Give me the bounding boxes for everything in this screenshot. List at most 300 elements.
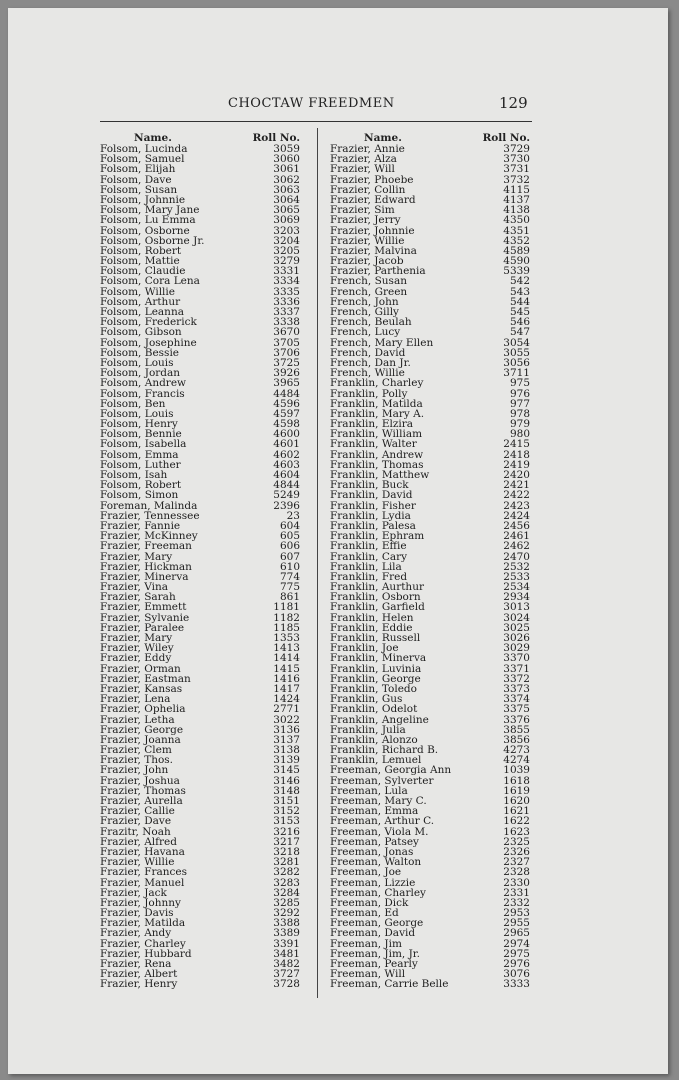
- entry-name: Folsom, Osborne Jr.: [100, 234, 205, 247]
- entry-name: Franklin, Lila: [330, 560, 402, 573]
- entry-name: Frazier, Collin: [330, 183, 406, 196]
- roll-column-heading: Roll No.: [482, 132, 530, 144]
- entry-roll-number: 3022: [273, 713, 300, 726]
- entry-name: Folsom, Louis: [100, 407, 174, 420]
- entry-name: Folsom, Isah: [100, 469, 168, 481]
- entry-name: Franklin, Julia: [330, 723, 406, 736]
- entry-roll-number: 3061: [273, 163, 300, 176]
- entry-roll-number: 2955: [503, 917, 530, 930]
- entry-name: Folsom, Frederick: [100, 316, 197, 329]
- entry-roll-number: 3059: [273, 143, 300, 155]
- entry-roll-number: 3055: [503, 346, 530, 359]
- entry-name: Foreman, Malinda: [100, 499, 198, 512]
- entry-name: Frazier, McKinney: [100, 530, 198, 543]
- entry-roll-number: 3391: [273, 937, 300, 950]
- entry-name: Frazier, Andy: [100, 927, 172, 940]
- entry-roll-number: 978: [509, 407, 530, 420]
- entry-name: French, Mary Ellen: [330, 336, 434, 349]
- entry-name: Frazier, Orman: [100, 662, 181, 675]
- list-item: [100, 541, 300, 551]
- entry-name: Franklin, Gus: [330, 693, 403, 706]
- entry-roll-number: 3284: [273, 886, 300, 899]
- entry-name: Frazier, Joanna: [100, 733, 181, 746]
- entry-name: Folsom, Samuel: [100, 153, 185, 166]
- entry-name: Folsom, Johnnie: [100, 193, 186, 206]
- entry-roll-number: 2325: [503, 835, 530, 848]
- entry-roll-number: 5249: [273, 489, 300, 502]
- entry-roll-number: 3728: [273, 978, 300, 991]
- entry-name: Franklin, Polly: [330, 387, 408, 400]
- entry-roll-number: 3204: [273, 234, 300, 247]
- entry-roll-number: 3338: [273, 316, 300, 329]
- right-column-header: [330, 128, 530, 144]
- entry-name: Frazier, Rena: [100, 958, 172, 970]
- entry-name: Freeman, Walton: [330, 856, 422, 869]
- entry-name: Frazier, Jacob: [330, 255, 404, 268]
- list-item: [330, 215, 530, 225]
- list-item: [330, 541, 530, 551]
- entry-name: Frazier, Paralee: [100, 621, 185, 634]
- entry-name: Frazitr, Noah: [100, 825, 171, 838]
- entry-roll-number: 3217: [273, 835, 300, 848]
- entry-roll-number: 3373: [503, 682, 530, 695]
- entry-roll-number: 3060: [273, 153, 300, 166]
- entry-roll-number: 4350: [503, 214, 530, 227]
- entry-roll-number: 2328: [503, 866, 530, 879]
- entry-name: Freeman, David: [330, 927, 416, 940]
- entry-name: Frazier, Ophelia: [100, 703, 186, 716]
- entry-name: Frazier, Mary: [100, 632, 173, 644]
- entry-name: Franklin, Effie: [330, 540, 407, 553]
- entry-name: Frazier, Parthenia: [330, 265, 426, 278]
- entry-name: Franklin, William: [330, 428, 423, 441]
- entry-name: Freeman, Patsey: [330, 835, 419, 848]
- entry-name: Freeman, Carrie Belle: [330, 978, 449, 991]
- entry-roll-number: 3371: [503, 662, 530, 675]
- entry-roll-number: 3063: [273, 183, 300, 196]
- entry-roll-number: 3376: [503, 713, 530, 726]
- entry-roll-number: 2424: [503, 509, 530, 522]
- entry-roll-number: 4352: [503, 234, 530, 247]
- entry-name: Frazier, Fannie: [100, 519, 181, 532]
- entry-roll-number: 4597: [273, 407, 300, 420]
- entry-name: Frazier, Emmett: [100, 601, 187, 614]
- entry-name: Folsom, Bennie: [100, 428, 182, 441]
- entry-roll-number: 979: [509, 418, 530, 431]
- entry-roll-number: 3856: [503, 733, 530, 746]
- entry-name: Frazier, Thomas: [100, 784, 186, 797]
- entry-roll-number: 3482: [273, 958, 300, 970]
- entry-name: Freeman, Arthur C.: [330, 815, 435, 828]
- entry-name: Frazier, Alza: [330, 153, 397, 166]
- entry-roll-number: 3334: [273, 275, 300, 288]
- entry-roll-number: 3729: [503, 143, 530, 155]
- entry-name: Frazier, Kansas: [100, 682, 183, 695]
- entry-roll-number: 4604: [273, 469, 300, 481]
- entry-roll-number: 2532: [503, 560, 530, 573]
- entry-name: Frazier, Clem: [100, 744, 172, 757]
- entry-roll-number: 3203: [273, 224, 300, 237]
- entry-name: Freeman, Emma: [330, 805, 419, 818]
- entry-roll-number: 3279: [273, 255, 300, 268]
- entry-name: French, Beulah: [330, 316, 412, 329]
- entry-roll-number: 3136: [273, 723, 300, 736]
- entry-name: Franklin, George: [330, 672, 421, 685]
- entry-name: Franklin, Thomas: [330, 458, 424, 471]
- entry-name: French, John: [330, 295, 399, 308]
- entry-roll-number: 4484: [273, 387, 300, 400]
- entry-roll-number: 546: [509, 316, 530, 329]
- entry-name: Frazier, Hickman: [100, 560, 192, 573]
- entry-name: Frazier, Mary: [100, 550, 173, 563]
- entry-name: Folsom, Elijah: [100, 163, 176, 176]
- entry-roll-number: 1039: [503, 764, 530, 777]
- entry-roll-number: 1620: [503, 795, 530, 807]
- list-item: [100, 215, 300, 225]
- entry-roll-number: 2771: [273, 703, 300, 716]
- entry-roll-number: 4138: [503, 204, 530, 217]
- entry-roll-number: 543: [509, 285, 530, 298]
- entry-name: Frazier, Edward: [330, 193, 416, 206]
- entry-roll-number: 3292: [273, 907, 300, 920]
- entry-name: Franklin, Eddie: [330, 621, 413, 634]
- entry-roll-number: 2396: [273, 499, 300, 512]
- page-number: 129: [499, 94, 528, 112]
- entry-roll-number: 2534: [503, 581, 530, 594]
- entry-name: Folsom, Willie: [100, 285, 175, 298]
- entry-roll-number: 4590: [503, 255, 530, 268]
- entry-roll-number: 3145: [273, 764, 300, 777]
- entry-roll-number: 1182: [273, 611, 300, 624]
- entry-name: Freeman, Mary C.: [330, 795, 427, 807]
- left-entry-list: [100, 144, 300, 990]
- entry-roll-number: 3218: [273, 845, 300, 858]
- entry-name: Folsom, Louis: [100, 356, 174, 369]
- entry-name: Franklin, Fred: [330, 570, 408, 583]
- entry-roll-number: 3146: [273, 774, 300, 787]
- entry-name: French, Dan Jr.: [330, 356, 411, 369]
- entry-name: French, Lucy: [330, 326, 401, 339]
- entry-roll-number: 3370: [503, 652, 530, 665]
- entry-roll-number: 3152: [273, 805, 300, 818]
- entry-name: Freeman, George: [330, 917, 424, 930]
- entry-name: Freeman, Joe: [330, 866, 402, 879]
- entry-roll-number: 2470: [503, 550, 530, 563]
- entry-roll-number: 542: [509, 275, 530, 288]
- entry-roll-number: 3205: [273, 244, 300, 257]
- entry-roll-number: 2415: [503, 438, 530, 451]
- entry-roll-number: 2422: [503, 489, 530, 502]
- entry-name: Franklin, Elzira: [330, 418, 414, 431]
- entry-name: Folsom, Jordan: [100, 367, 181, 380]
- entry-name: Folsom, Arthur: [100, 295, 181, 308]
- entry-name: Frazier, Callie: [100, 805, 175, 818]
- entry-roll-number: 2418: [503, 448, 530, 461]
- entry-roll-number: 3725: [273, 356, 300, 369]
- entry-name: Folsom, Simon: [100, 489, 179, 502]
- entry-name: Franklin, Richard B.: [330, 744, 439, 757]
- entry-roll-number: 2462: [503, 540, 530, 553]
- entry-roll-number: 2953: [503, 907, 530, 920]
- entry-roll-number: 3335: [273, 285, 300, 298]
- entry-name: Frazier, Malvina: [330, 244, 417, 257]
- entry-roll-number: 3331: [273, 265, 300, 278]
- entry-name: Frazier, Phoebe: [330, 173, 414, 186]
- entry-roll-number: 1424: [273, 693, 300, 706]
- entry-name: Frazier, Hubbard: [100, 947, 192, 960]
- entry-name: Frazier, Sylvanie: [100, 611, 190, 624]
- entry-roll-number: 604: [279, 519, 300, 532]
- list-item: [100, 979, 300, 989]
- entry-name: Folsom, Osborne: [100, 224, 190, 237]
- entry-roll-number: 544: [509, 295, 530, 308]
- entry-roll-number: 547: [509, 326, 530, 339]
- entry-name: Freeman, Charley: [330, 886, 426, 899]
- entry-roll-number: 1622: [503, 815, 530, 828]
- entry-roll-number: 545: [509, 306, 530, 318]
- entry-roll-number: 3375: [503, 703, 530, 716]
- entry-name: Freeman, Lula: [330, 784, 408, 797]
- list-item: [330, 867, 530, 877]
- entry-roll-number: 775: [279, 581, 300, 594]
- entry-name: Frazier, Aurella: [100, 795, 183, 807]
- list-item: [100, 378, 300, 388]
- entry-roll-number: 3148: [273, 784, 300, 797]
- entry-name: Frazier, Letha: [100, 713, 175, 726]
- entry-roll-number: 1415: [273, 662, 300, 675]
- entry-roll-number: 3151: [273, 795, 300, 807]
- entry-roll-number: 3054: [503, 336, 530, 349]
- entry-roll-number: 861: [279, 591, 300, 604]
- entry-name: Frazier, Willie: [330, 234, 405, 247]
- entry-roll-number: 3731: [503, 163, 530, 176]
- entry-roll-number: 1414: [273, 652, 300, 665]
- entry-name: Franklin, Russell: [330, 632, 421, 644]
- entry-roll-number: 2533: [503, 570, 530, 583]
- entry-name: Franklin, Helen: [330, 611, 414, 624]
- entry-name: Franklin, Alonzo: [330, 733, 418, 746]
- entry-name: Frazier, Jack: [100, 886, 167, 899]
- entry-name: Folsom, Isabella: [100, 438, 187, 451]
- entry-roll-number: 4844: [273, 479, 300, 492]
- entry-name: Frazier, Wiley: [100, 642, 174, 655]
- list-item: [100, 704, 300, 714]
- entry-name: Franklin, Cary: [330, 550, 408, 563]
- entry-name: Freeman, Ed: [330, 907, 399, 920]
- entry-roll-number: 1181: [273, 601, 300, 614]
- entry-roll-number: 976: [509, 387, 530, 400]
- entry-name: Franklin, Ephram: [330, 530, 425, 543]
- entry-name: Freeman, Sylverter: [330, 774, 434, 787]
- entry-name: Folsom, Mattie: [100, 255, 180, 268]
- entry-name: Frazier, Johnnie: [330, 224, 415, 237]
- entry-roll-number: 3732: [503, 173, 530, 186]
- entry-name: Folsom, Robert: [100, 479, 182, 492]
- entry-roll-number: 2420: [503, 469, 530, 481]
- entry-name: Frazier, Manuel: [100, 876, 185, 889]
- entry-roll-number: 4351: [503, 224, 530, 237]
- entry-name: Freeman, Will: [330, 968, 406, 981]
- entry-roll-number: 2456: [503, 519, 530, 532]
- entry-roll-number: 3056: [503, 356, 530, 369]
- entry-roll-number: 3965: [273, 377, 300, 390]
- entry-name: Frazier, Willie: [100, 856, 175, 869]
- entry-roll-number: 4137: [503, 193, 530, 206]
- entry-name: French, Susan: [330, 275, 407, 288]
- entry-roll-number: 3216: [273, 825, 300, 838]
- entry-name: Folsom, Cora Lena: [100, 275, 200, 288]
- entry-roll-number: 3336: [273, 295, 300, 308]
- entry-name: Frazier, Eddy: [100, 652, 172, 665]
- entry-name: Franklin, Lydia: [330, 509, 411, 522]
- entry-name: Frazier, Freeman: [100, 540, 192, 553]
- entry-name: Frazier, Havana: [100, 845, 185, 858]
- entry-roll-number: 3069: [273, 214, 300, 227]
- entry-roll-number: 3282: [273, 866, 300, 879]
- left-column-header: [100, 128, 300, 144]
- entry-roll-number: 3372: [503, 672, 530, 685]
- entry-name: Franklin, Aurthur: [330, 581, 424, 594]
- entry-roll-number: 2419: [503, 458, 530, 471]
- entry-name: Freeman, Jonas: [330, 845, 414, 858]
- entry-name: Folsom, Claudie: [100, 265, 186, 278]
- entry-name: Folsom, Andrew: [100, 377, 187, 390]
- right-entry-list: [330, 144, 530, 990]
- entry-name: Frazier, Frances: [100, 866, 188, 879]
- entry-name: Frazier, Johnny: [100, 896, 181, 909]
- entry-roll-number: 2332: [503, 896, 530, 909]
- entry-name: Franklin, Toledo: [330, 682, 417, 695]
- entry-roll-number: 1185: [273, 621, 300, 634]
- entry-name: Franklin, Luvinia: [330, 662, 422, 675]
- entry-name: Franklin, Garfield: [330, 601, 425, 614]
- entry-name: Frazier, Thos.: [100, 754, 174, 767]
- entry-roll-number: 975: [509, 377, 530, 390]
- entry-roll-number: 2327: [503, 856, 530, 869]
- entry-name: Folsom, Gibson: [100, 326, 182, 339]
- entry-name: Frazier, Charley: [100, 937, 186, 950]
- entry-roll-number: 3388: [273, 917, 300, 930]
- entry-name: Freeman, Dick: [330, 896, 409, 909]
- entry-name: Frazier, Matilda: [100, 917, 186, 930]
- entry-name: Frazier, Vina: [100, 581, 168, 594]
- entry-roll-number: 4600: [273, 428, 300, 441]
- entry-roll-number: 4596: [273, 397, 300, 410]
- entry-name: Folsom, Dave: [100, 173, 172, 186]
- entry-roll-number: 3706: [273, 346, 300, 359]
- entry-roll-number: 3283: [273, 876, 300, 889]
- list-item: [330, 378, 530, 388]
- entry-roll-number: 3285: [273, 896, 300, 909]
- entry-roll-number: 23: [286, 509, 300, 522]
- entry-roll-number: 4603: [273, 458, 300, 471]
- entry-roll-number: 3730: [503, 153, 530, 166]
- entry-name: French, Green: [330, 285, 408, 298]
- entry-roll-number: 3281: [273, 856, 300, 869]
- entry-name: Franklin, Minerva: [330, 652, 427, 665]
- entry-roll-number: 3926: [273, 367, 300, 380]
- entry-name: Folsom, Lu Emma: [100, 214, 196, 227]
- entry-roll-number: 4601: [273, 438, 300, 451]
- entry-roll-number: 3024: [503, 611, 530, 624]
- entry-name: Frazier, Henry: [100, 978, 178, 991]
- entry-roll-number: 3025: [503, 621, 530, 634]
- entry-name: Folsom, Francis: [100, 387, 185, 400]
- entry-name: Franklin, Palesa: [330, 519, 416, 532]
- entry-name: Folsom, Henry: [100, 418, 178, 431]
- running-head: [8, 96, 668, 116]
- entry-roll-number: 4589: [503, 244, 530, 257]
- entry-name: Frazier, Joshua: [100, 774, 180, 787]
- entry-roll-number: 977: [509, 397, 530, 410]
- entry-name: Frazier, Dave: [100, 815, 172, 828]
- page-title: CHOCTAW FREEDMEN: [228, 96, 395, 111]
- entry-name: Freeman, Lizzie: [330, 876, 416, 889]
- entry-name: Frazier, Annie: [330, 143, 405, 155]
- entry-name: Frazier, John: [100, 764, 169, 777]
- entry-name: Franklin, Walter: [330, 438, 417, 451]
- entry-name: Frazier, Tennessee: [100, 509, 200, 522]
- entry-name: Frazier, Alfred: [100, 835, 177, 848]
- entry-name: Frazier, Jerry: [330, 214, 401, 227]
- entry-roll-number: 1618: [503, 774, 530, 787]
- entry-name: French, Gilly: [330, 306, 399, 318]
- entry-roll-number: 3139: [273, 754, 300, 767]
- entry-roll-number: 2975: [503, 947, 530, 960]
- entry-name: Freeman, Georgia Ann: [330, 764, 452, 777]
- entry-name: Frazier, Sim: [330, 204, 395, 217]
- entry-roll-number: 3727: [273, 968, 300, 981]
- entry-name: Franklin, David: [330, 489, 413, 502]
- entry-roll-number: 2326: [503, 845, 530, 858]
- left-column: [100, 128, 300, 990]
- roll-column-heading: Roll No.: [252, 132, 300, 144]
- entry-roll-number: 3137: [273, 733, 300, 746]
- entry-roll-number: 3076: [503, 968, 530, 981]
- entry-roll-number: 2934: [503, 591, 530, 604]
- entry-name: French, David: [330, 346, 406, 359]
- entry-roll-number: 605: [279, 530, 300, 543]
- entry-name: Freeman, Jim: [330, 937, 402, 950]
- entry-name: Freeman, Viola M.: [330, 825, 429, 838]
- entry-name: Frazier, Davis: [100, 907, 174, 920]
- entry-name: Franklin, Mary A.: [330, 407, 425, 420]
- entry-name: Folsom, Lucinda: [100, 143, 188, 155]
- entry-roll-number: 1417: [273, 682, 300, 695]
- entry-roll-number: 1623: [503, 825, 530, 838]
- entry-roll-number: 3026: [503, 632, 530, 644]
- entry-roll-number: 3374: [503, 693, 530, 706]
- entry-roll-number: 774: [279, 570, 300, 583]
- entry-roll-number: 3013: [503, 601, 530, 614]
- entry-roll-number: 3711: [503, 367, 530, 380]
- entry-roll-number: 3855: [503, 723, 530, 736]
- entry-name: Folsom, Robert: [100, 244, 182, 257]
- entry-roll-number: 2976: [503, 958, 530, 970]
- entry-name: Franklin, Buck: [330, 479, 409, 492]
- entry-roll-number: 1413: [273, 642, 300, 655]
- entry-name: Franklin, Fisher: [330, 499, 416, 512]
- entry-roll-number: 3138: [273, 744, 300, 757]
- name-column-heading: Name.: [364, 132, 402, 144]
- list-item: [330, 979, 530, 989]
- entry-name: Franklin, Joe: [330, 642, 399, 655]
- header-rule: [100, 121, 532, 122]
- entry-name: Franklin, Lemuel: [330, 754, 422, 767]
- entry-name: Frazier, Lena: [100, 693, 171, 706]
- entry-roll-number: 1621: [503, 805, 530, 818]
- entry-roll-number: 2974: [503, 937, 530, 950]
